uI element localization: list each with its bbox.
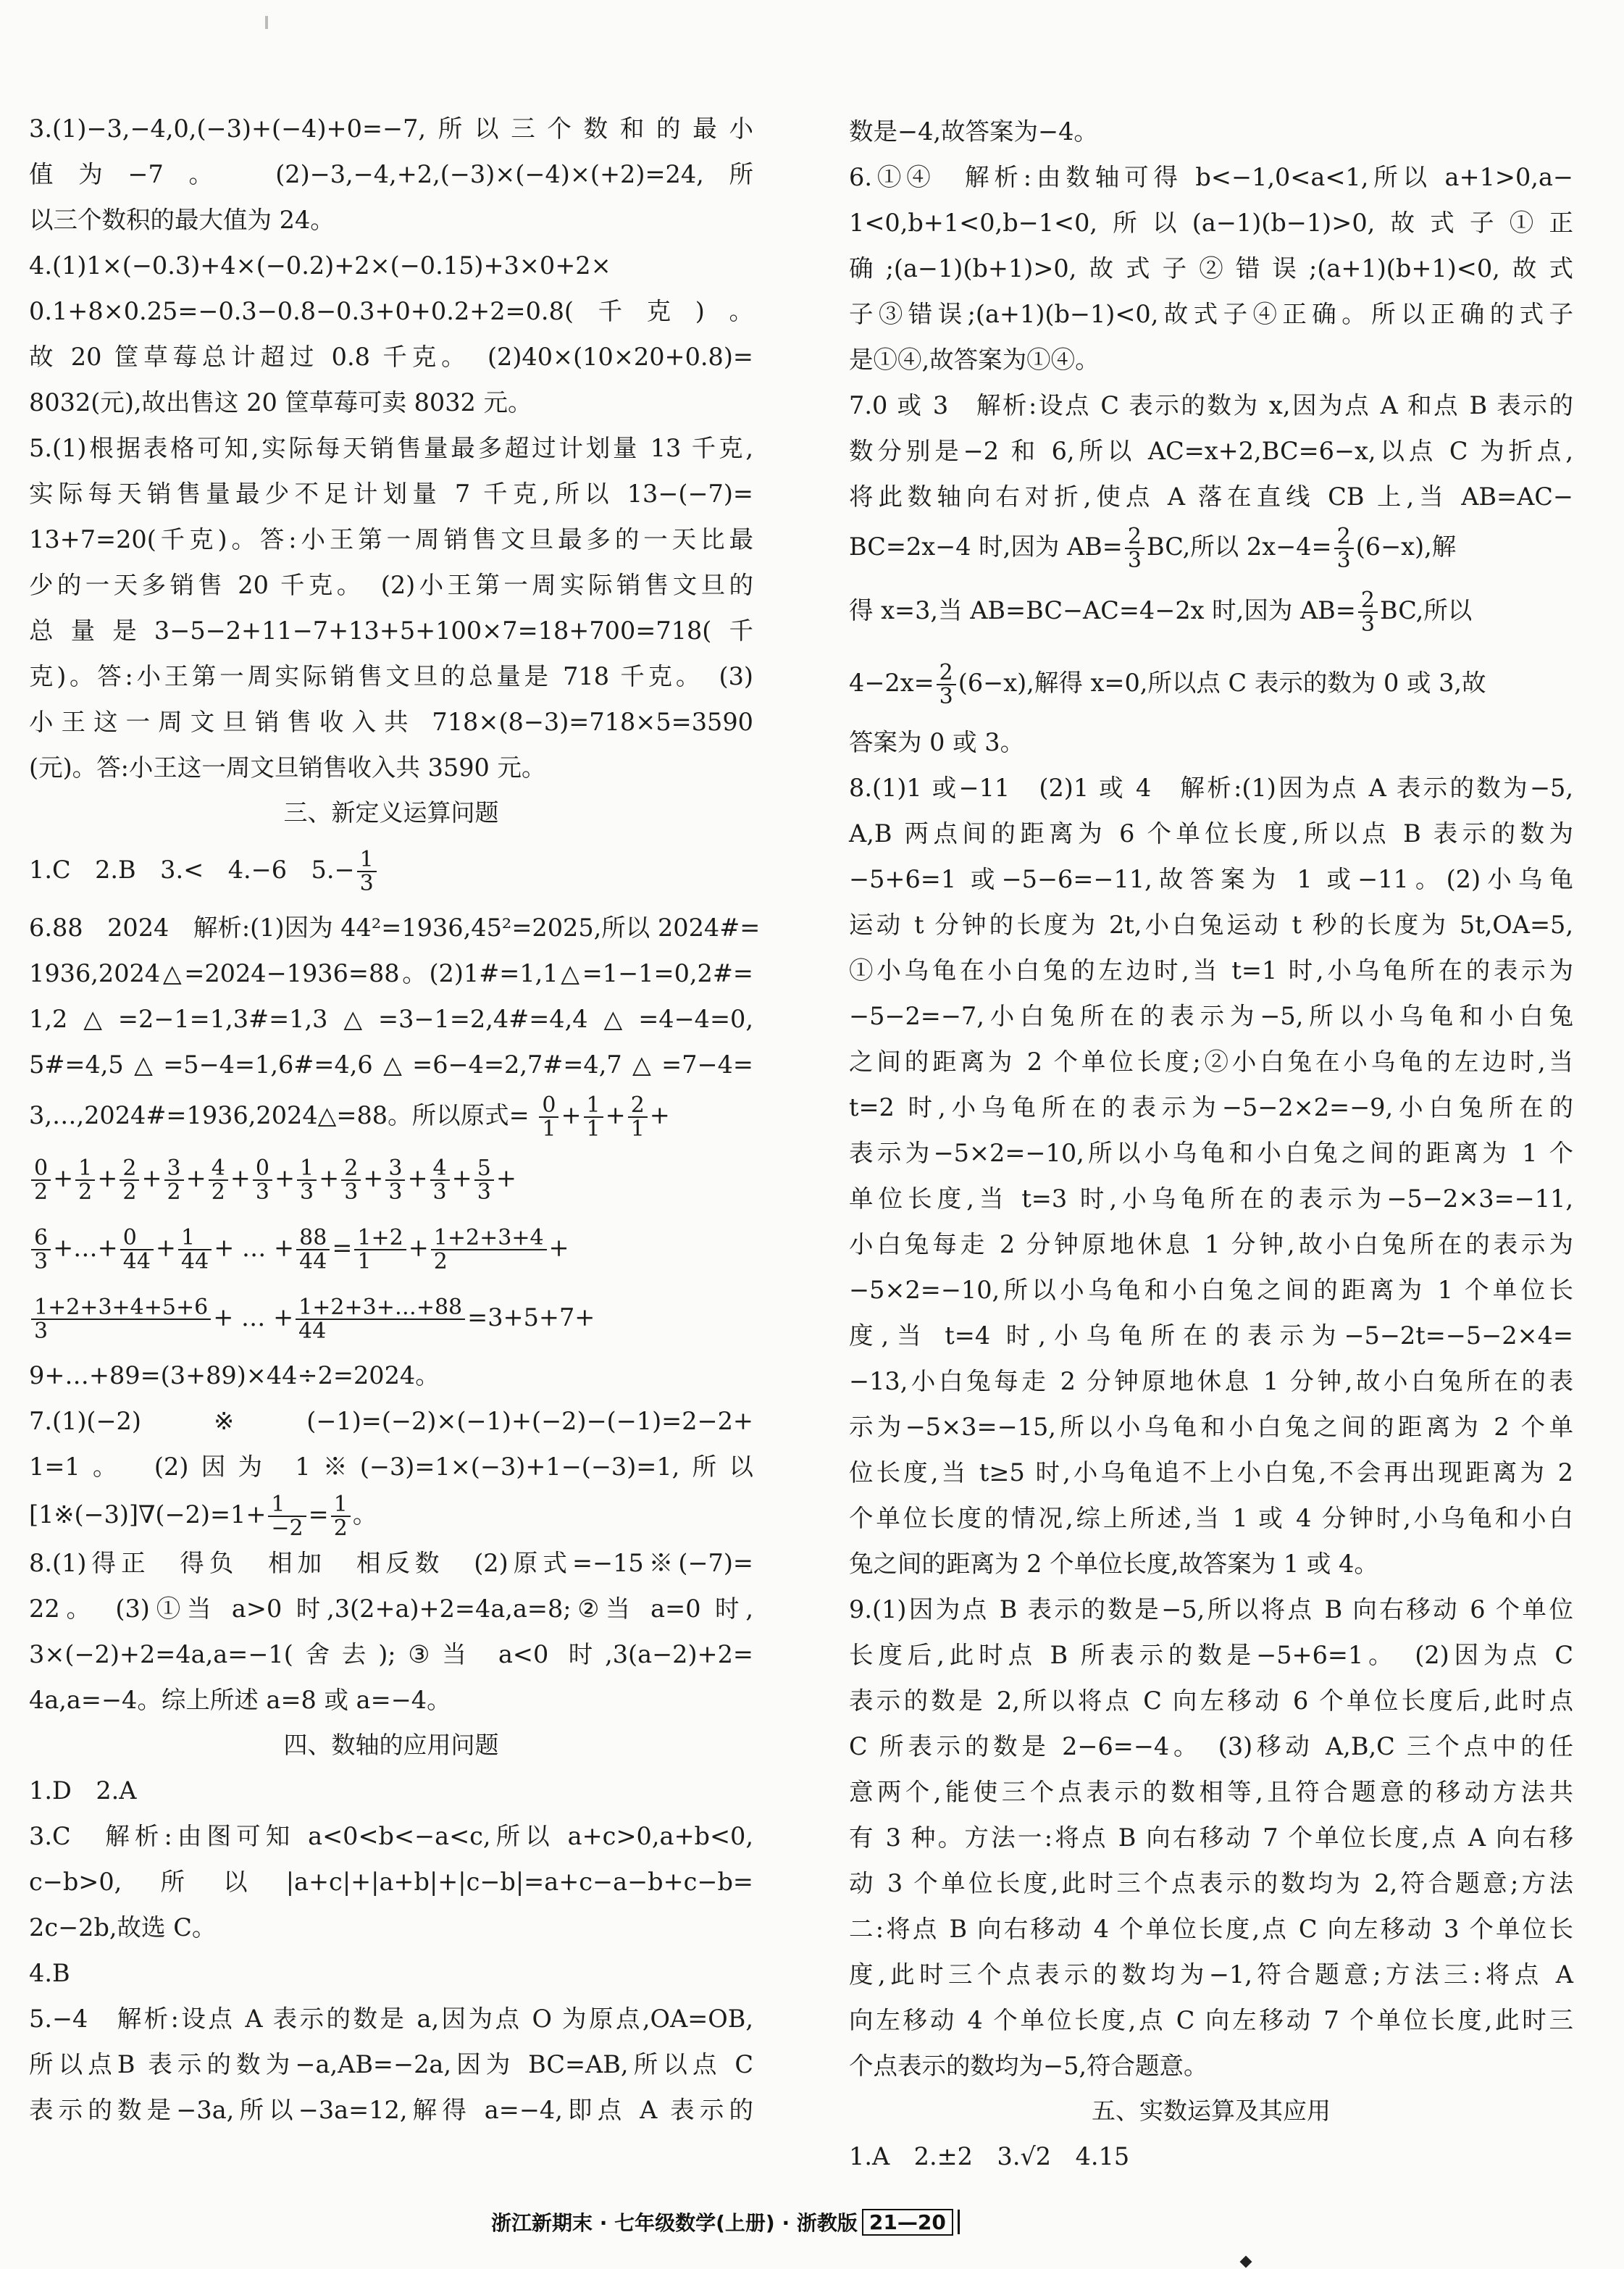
answer-line: (元)。答:小王这一周文旦销售收入共 3590 元。 [29, 753, 546, 782]
answer-block-number-line [29, 1768, 753, 2133]
answer-line: 运动 t 分钟的长度为 2t,小白兔运动 t 秒的长度为 5t,OA=5, [849, 911, 1573, 939]
answer-line-fractions-3: $\frac{1+2+3+4+5+6}{3}$ + … + $\frac{1+2+3+\dots+88}{44}$ =3+5+7+ [29, 1283, 753, 1353]
answer-line: 3.C 解析:由图可知 a<0<b<−a<c,所以 a+c>0,a+b<0, [29, 1822, 753, 1850]
answer-line: 0.1+8×0.25=−0.3−0.8−0.3+0+0.2+2=0.8(千克)。 [29, 297, 753, 325]
fraction: $\frac{2}{3}$ [1358, 589, 1378, 636]
fraction: $\frac{3}{3}$ [385, 1157, 405, 1204]
answer-line: 是①④,故答案为①④。 [849, 346, 1100, 374]
denominator: 3 [359, 871, 374, 896]
right-column [849, 109, 1573, 2179]
answer-text: (6−x),解 [1355, 532, 1457, 561]
answer-line: 个点表示的数均为−5,符合题意。 [849, 2052, 1208, 2080]
fraction: $\frac{2}{3}$ [1125, 525, 1144, 572]
answer-line-sum-end: 9+…+89=(3+89)×44÷2=2024。 [29, 1361, 440, 1390]
answer-line: 度,此时三个点表示的数均为−1,符合题意;方法三:将点 A [849, 1960, 1573, 1989]
answer-line: 兔之间的距离为 2 个单位长度,故答案为 1 或 4。 [849, 1550, 1378, 1578]
scan-mark [265, 16, 268, 29]
answer-block-6 [29, 905, 761, 1087]
answer-line: 确;(a−1)(b+1)>0,故式子②错误;(a+1)(b+1)<0,故式 [849, 254, 1573, 283]
answer-line: ①小乌龟在小白兔的左边时,当 t=1 时,小乌龟所在的表示为 [849, 956, 1573, 985]
answer-line: 以三个数积的最大值为 24。 [29, 206, 335, 234]
fraction: $\frac{0}{1}$ [539, 1094, 558, 1141]
answer-line: 6.①④ 解析:由数轴可得 b<−1,0<a<1,所以 a+1>0,a− [849, 163, 1573, 191]
answer-text: 3,…,2024#=1936,2024△=88。所以原式= [29, 1101, 530, 1129]
fraction: $\frac{2}{2}$ [120, 1157, 139, 1204]
fraction: $\frac{1+2+3+\dots+88}{44}$ [296, 1296, 465, 1343]
answer-line: 小白兔每走 2 分钟原地休息 1 分钟,故小白兔所在的表示为 [849, 1230, 1573, 1258]
fraction: $\frac{1+2}{1}$ [354, 1227, 406, 1274]
answer-line: −5×2=−10,所以小乌龟和小白兔之间的距离为 1 个单位长 [849, 1276, 1573, 1304]
answer-line: 5.−4 解析:设点 A 表示的数是 a,因为点 O 为原点,OA=OB, [29, 2005, 753, 2033]
fraction: $\frac{1}{-2}$ [268, 1493, 306, 1540]
answer-line: 9.(1)因为点 B 表示的数是−5,所以将点 B 向右移动 6 个单位 [849, 1595, 1573, 1624]
answer-line: 示为−5×3=−15,所以小乌龟和小白兔之间的距离为 2 个单 [849, 1413, 1573, 1441]
answer-line: 实际每天销售量最少不足计划量 7 千克,所以 13−(−7)= [29, 480, 753, 508]
answer-block-6-7 [849, 109, 1573, 519]
fraction: $\frac{1}{3}$ [297, 1157, 317, 1204]
answer-line: 位长度,当 t≥5 时,小乌龟追不上小白兔,不会再出现距离为 2 [849, 1458, 1573, 1487]
answer-line: 8.(1)1 或−11 (2)1 或 4 解析:(1)因为点 A 表示的数为−5, [849, 774, 1573, 802]
answer-block-8-9 [849, 719, 1573, 2089]
answer-line: −5−2=−7,小白兔所在的表示为−5,所以小乌龟和小白兔 [849, 1002, 1573, 1030]
fraction: $\frac{2}{3}$ [341, 1157, 361, 1204]
footer-divider [958, 2210, 960, 2234]
answer-text: BC=2x−4 时,因为 AB= [849, 532, 1123, 561]
answer-line: t=2 时,小乌龟所在的表示为−5−2×2=−9,小白兔所在的 [849, 1093, 1573, 1121]
answer-line: 1936,2024△=2024−1936=88。(2)1#=1,1△=1−1=0,2#= [29, 959, 753, 987]
fraction: $\frac{2}{3}$ [1334, 525, 1354, 572]
answer-line: 数分别是−2 和 6,所以 AC=x+2,BC=6−x,以点 C 为折点, [849, 437, 1573, 465]
answer-line: 表示的数是−3a,所以−3a=12,解得 a=−4,即点 A 表示的 [29, 2096, 753, 2124]
answer-line-q7-end: [1※(−3)]∇(−2)=1+ $\frac{1}{-2}$ = $\frac{1}{2}$ 。 [29, 1491, 377, 1541]
answer-text: BC,所以 2x−4= [1146, 532, 1332, 561]
section-heading-4: 四、数轴的应用问题 [283, 1731, 499, 1759]
answer-line: 故 20 筐草莓总计超过 0.8 千克。 (2)40×(10×20+0.8)= [29, 343, 753, 371]
answer-line: A,B 两点间的距离为 6 个单位长度,所以点 B 表示的数为 [849, 819, 1573, 848]
answer-line: 7.0 或 3 解析:设点 C 表示的数为 x,因为点 A 和点 B 表示的 [849, 391, 1573, 419]
answer-line: 意两个,能使三个点表示的数相等,且符合题意的移动方法共 [849, 1778, 1573, 1806]
answer-line: 表示为−5×2=−10,所以小乌龟和小白兔之间的距离为 1 个 [849, 1139, 1573, 1167]
scan-mark [1240, 2256, 1252, 2268]
fraction: $\frac{1+2+3+4}{2}$ [431, 1227, 547, 1274]
answer-line: 5.(1)根据表格可知,实际每天销售量最多超过计划量 13 千克, [29, 434, 753, 462]
answer-line: 单位长度,当 t=3 时,小乌龟所在的表示为−5−2×3=−11, [849, 1184, 1573, 1213]
answer-line: 5#=4,5△=5−4=1,6#=4,6△=6−4=2,7#=4,7△=7−4= [29, 1050, 753, 1079]
answer-line-fractions-2: $\frac{6}{3}$ +…+ $\frac{0}{44}$ + $\frac{1}{44}$ + … + $\frac{88}{44}$ = $\frac{1+2}{1}$ + $\frac{1+2+3+4}{2}$ + [29, 1213, 753, 1283]
answer-line: 二:将点 B 向右移动 4 个单位长度,点 C 向左移动 3 个单位长 [849, 1915, 1573, 1943]
answer-line: 8.(1)得正 得负 相加 相反数 (2)原式=−15※(−7)= [29, 1549, 753, 1577]
answer-block-3-5 [29, 106, 753, 790]
answer-line-q7-f [849, 647, 1573, 719]
answer-line: 3.(1)−3,−4,0,(−3)+(−4)+0=−7,所以三个数和的最小 [29, 114, 753, 143]
answer-line: 数是−4,故答案为−4。 [849, 117, 1098, 146]
answer-line: −13,小白兔每走 2 分钟原地休息 1 分钟,故小白兔所在的表 [849, 1367, 1573, 1395]
answer-block-8 [29, 1540, 753, 1723]
fraction: $\frac{4}{3}$ [430, 1157, 450, 1204]
answer-text: (6−x),解得 x=0,所以点 C 表示的数为 0 或 3,故 [958, 669, 1486, 697]
fraction: $\frac{6}{3}$ [31, 1227, 51, 1274]
answer-line: 1,2△=2−1=1,3#=1,3△=3−1=2,4#=4,4△=4−4=0, [29, 1005, 753, 1033]
fraction: $\frac{2}{3}$ [937, 661, 956, 709]
answer-line-q7-bc [849, 519, 1573, 574]
answer-line: 4a,a=−4。综上所述 a=8 或 a=−4。 [29, 1686, 451, 1714]
answer-line: 1<0,b+1<0,b−1<0,所以(a−1)(b−1)>0,故式子①正 [849, 209, 1573, 237]
answer-line: 4.(1)1×(−0.3)+4×(−0.2)+2×(−0.15)+3×0+2× [29, 251, 611, 280]
fraction: $\frac{1}{1}$ [584, 1094, 603, 1141]
answer-line: c−b>0,所以|a+c|+|a+b|+|c−b|=a+c−a−b+c−b= [29, 1868, 753, 1896]
answer-block-7 [29, 1398, 753, 1489]
answer-text: 4−2x= [849, 669, 934, 697]
answer-line: 子③错误;(a+1)(b−1)<0,故式子④正确。所以正确的式子 [849, 300, 1573, 328]
answer-line-fractions-1: $\frac{0}{2}$ + $\frac{1}{2}$ + $\frac{2}{2}$ + $\frac{3}{2}$ + $\frac{4}{2}$ + $\frac{0}{3}$ + $\frac{1}{3}$ + $\frac{2}{3}$ + $\frac{3}{3}$ + $\frac{4}{3}$ + $\frac{5}{3}$ + [29, 1144, 753, 1213]
answer-line: 个单位长度的情况,综上所述,当 1 或 4 分钟时,小乌龟和小白 [849, 1504, 1573, 1532]
answer-line: 7.(1)(−2)※(−1)=(−2)×(−1)+(−2)−(−1)=2−2+ [29, 1407, 753, 1435]
answer-line: 之间的距离为 2 个单位长度;②小白兔在小乌龟的左边时,当 [849, 1048, 1573, 1076]
answer-line: 2c−2b,故选 C。 [29, 1913, 217, 1942]
answer-line: 克)。答:小王第一周实际销售文旦的总量是 718 千克。 (3) [29, 662, 753, 690]
answer-text: 1.C 2.B 3.< 4.−6 5.− [29, 856, 355, 884]
answer-text: [1※(−3)]∇(−2)=1+ [29, 1500, 267, 1529]
answer-line: −5+6=1 或−5−6=−11,故答案为 1 或−11。(2)小乌龟 [849, 865, 1573, 893]
answer-line-q7-de [849, 574, 1573, 647]
answer-line: 将此数轴向右对折,使点 A 落在直线 CB 上,当 AB=AC− [849, 482, 1573, 511]
answer-line: 小王这一周文旦销售收入共 718×(8−3)=718×5=3590 [29, 708, 753, 736]
answer-line-sum: 3,…,2024#=1936,2024△=88。所以原式= $\frac{0}{1}$ + $\frac{1}{1}$ + $\frac{2}{1}$ + [29, 1092, 670, 1142]
fraction: $\frac{88}{44}$ [296, 1227, 330, 1274]
numerator: 1 [357, 848, 377, 873]
answer-line: 22。 (3)①当 a>0 时,3(2+a)+2=4a,a=8;②当 a=0 时, [29, 1595, 753, 1623]
fraction: $\frac{4}{2}$ [209, 1157, 228, 1204]
answer-line: 8032(元),故出售这 20 筐草莓可卖 8032 元。 [29, 388, 532, 417]
answer-line: 1.D 2.A [29, 1776, 137, 1805]
answer-line: 4.B [29, 1959, 70, 1987]
fraction: $\frac{1}{2}$ [331, 1493, 351, 1540]
fraction: $\frac{1}{44}$ [178, 1227, 212, 1274]
answer-line: 少的一天多销售 20 千克。 (2)小王第一周实际销售文旦的 [29, 571, 753, 599]
section-heading-3: 三、新定义运算问题 [283, 798, 499, 827]
section-heading-5: 五、实数运算及其应用 [1092, 2097, 1331, 2125]
answer-line: 长度后,此时点 B 所表示的数是−5+6=1。 (2)因为点 C [849, 1641, 1573, 1669]
fraction: $\frac{1}{2}$ [75, 1157, 95, 1204]
answer-line: 有 3 种。方法一:将点 B 向右移动 7 个单位长度,点 A 向右移 [849, 1823, 1573, 1852]
fraction [357, 848, 377, 895]
fraction: $\frac{1+2+3+4+5+6}{3}$ [31, 1296, 211, 1343]
answer-line: 度,当 t=4 时,小乌龟所在的表示为−5−2t=−5−2×4= [849, 1321, 1573, 1350]
answer-line: 13+7=20(千克)。答:小王第一周销售文旦最多的一天比最 [29, 525, 753, 553]
answer-line: 3×(−2)+2=4a,a=−1(舍去);③当 a<0 时,3(a−2)+2= [29, 1640, 753, 1668]
fraction: $\frac{3}{2}$ [164, 1157, 184, 1204]
answer-line: 6.88 2024 解析:(1)因为 44²=1936,45²=2025,所以 2024#= [29, 914, 761, 942]
answer-line: 答案为 0 或 3。 [849, 728, 1025, 756]
answer-text: 得 x=3,当 AB=BC−AC=4−2x 时,因为 AB= [849, 596, 1356, 624]
answer-line: 值为−7。 (2)−3,−4,+2,(−3)×(−4)×(+2)=24,所 [29, 160, 753, 188]
answer-line: 所以点B 表示的数为−a,AB=−2a,因为 BC=AB,所以点 C [29, 2050, 753, 2078]
page-footer [491, 2207, 960, 2236]
answer-line: 1=1。 (2)因为 1※(−3)=1×(−3)+1−(−3)=1,所以 [29, 1453, 753, 1481]
answer-line-q1-5 [29, 835, 753, 905]
answer-line-real-numbers: 1.A 2.±2 3.√2 4.15 [849, 2142, 1130, 2170]
fraction: $\frac{5}{3}$ [474, 1157, 494, 1204]
answer-line: 表示的数是 2,所以将点 C 向左移动 6 个单位长度后,此时点 [849, 1687, 1573, 1715]
page-number: 21—20 [862, 2209, 953, 2236]
book-title: 浙江新期末 · 七年级数学(上册) · 浙教版 [491, 2211, 858, 2235]
answer-line: C 所表示的数是 2−6=−4。 (3)移动 A,B,C 三个点中的任 [849, 1732, 1573, 1760]
fraction: $\frac{0}{2}$ [31, 1157, 51, 1204]
answer-line: 向左移动 4 个单位长度,点 C 向左移动 7 个单位长度,此时三 [849, 2006, 1573, 2034]
fraction: $\frac{0}{3}$ [253, 1157, 272, 1204]
answer-line: 总量是3−5−2+11−7+13+5+100×7=18+700=718(千 [29, 617, 753, 645]
fraction: $\frac{2}{1}$ [628, 1094, 648, 1141]
answer-line: 动 3 个单位长度,此时三个点表示的数均为 2,符合题意;方法 [849, 1869, 1573, 1897]
left-column [29, 106, 761, 2133]
fraction: $\frac{0}{44}$ [120, 1227, 154, 1274]
answer-text: BC,所以 [1379, 596, 1473, 624]
